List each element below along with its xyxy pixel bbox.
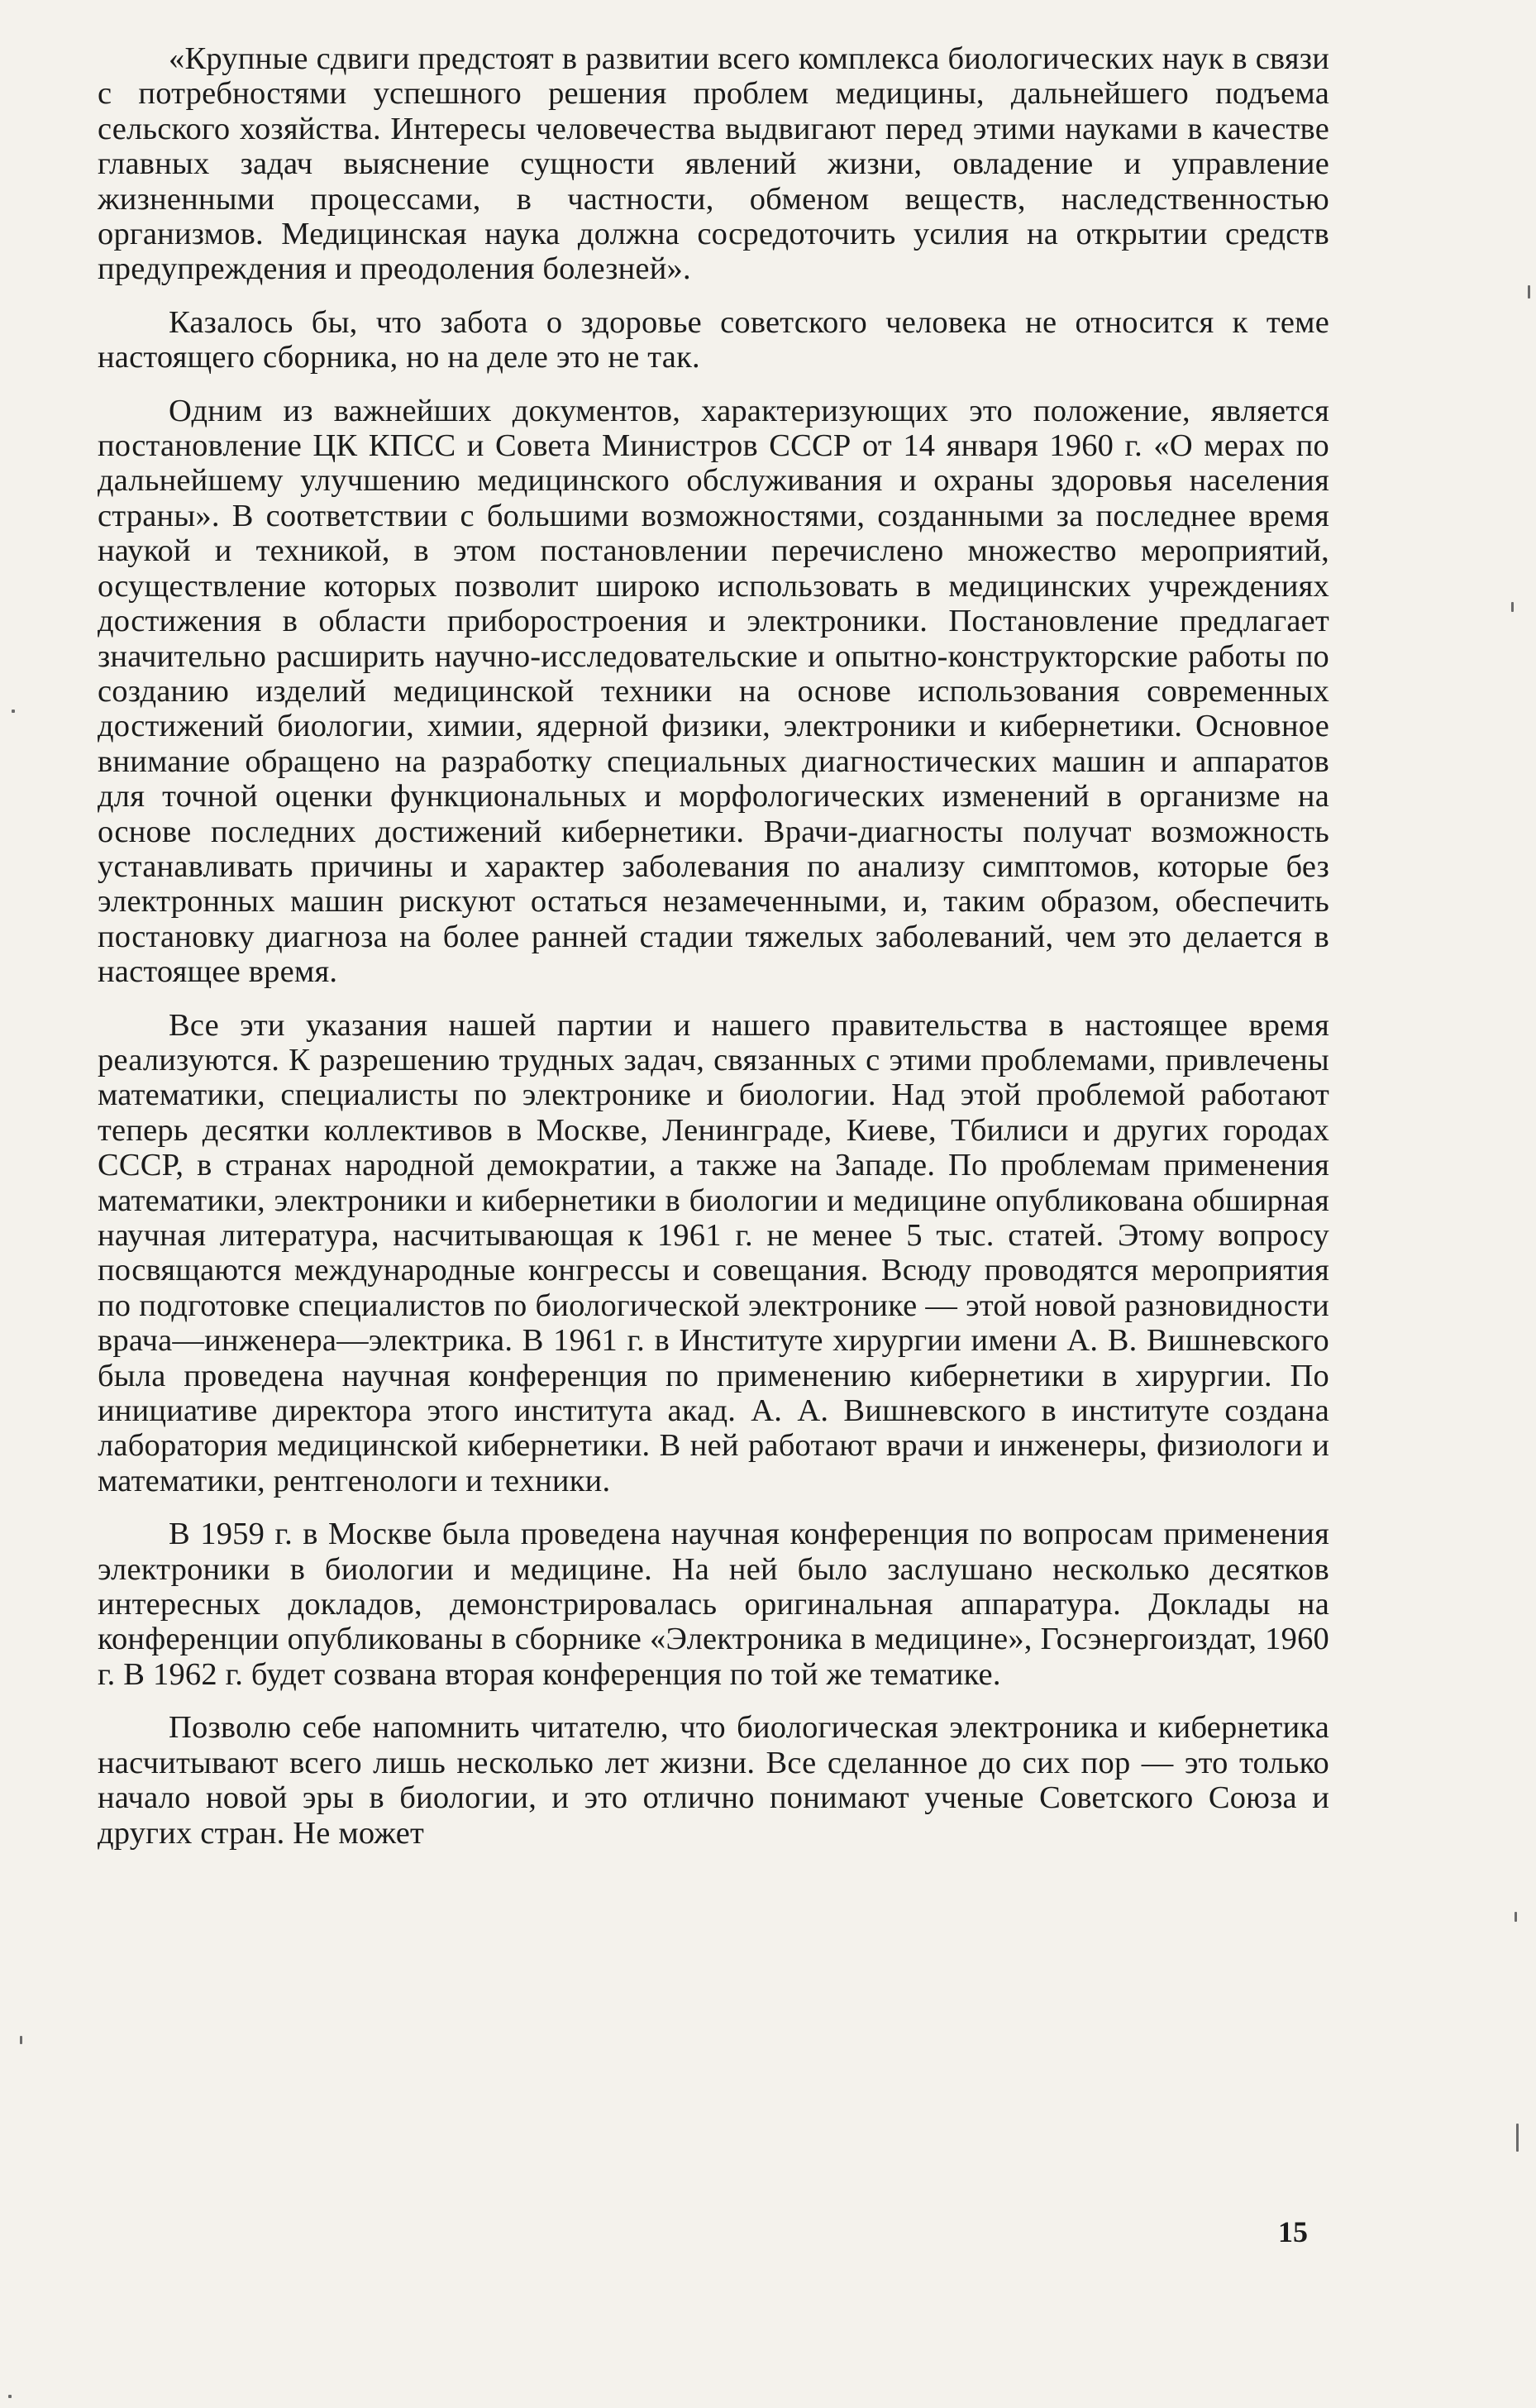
scan-speck xyxy=(1528,285,1530,299)
page-text-block xyxy=(98,41,1329,1869)
scan-speck xyxy=(20,2036,22,2044)
paragraph-1: «Крупные сдвиги предстоят в развитии всего комплекса биологических наук в связи с потребностями успешного решения проблем медицины, дальнейшего подъема сельского хозяйства. Интересы человечества выдвигают перед этими науками в качестве главных задач выяснение сущности явлений жизни, овладение и управление жизненными процессами, в частности, обменом веществ, наследственностью организмов. Медицинская наука должна сосредоточить усилия на открытии средств предупреждения и преодоления болезней». xyxy=(98,41,1329,287)
scan-speck xyxy=(1511,602,1514,612)
page-number: 15 xyxy=(1278,2215,1308,2248)
paragraph-6: Позволю себе напомнить читателю, что биологическая электроника и кибернетика насчитывают всего лишь несколько лет жизни. Все сделанное до сих пор — это только начало новой эры в биологии, и это отлично понимают ученые Советского Союза и других стран. Не может xyxy=(98,1710,1329,1851)
paragraph-3: Одним из важнейших документов, характеризующих это положение, является постановление ЦК КПСС и Совета Министров СССР от 14 января 1960 г. «О мерах по дальнейшему улучшению медицинского обслуживания и охраны здоровья населения страны». В соответствии с большими возможностями, созданными за последнее время наукой и техникой, в этом постановлении перечислено множество мероприятий, осуществление которых позволит широко использовать в медицинских учреждениях достижения в области приборостроения и электроники. Постановление предлагает значительно расширить научно-исследовательские и опытно-конструкторские работы по созданию изделий медицинской техники на основе использования современных достижений биологии, химии, ядерной физики, электроники и кибернетики. Основное внимание обращено на разработку специальных диагностических машин и аппаратов для точной оценки функциональных и морфологических изменений в организме на основе последних достижений кибернетики. Врачи-диагносты получат возможность устанавливать причины и характер заболевания по анализу симптомов, которые без электронных машин рискуют остаться незамеченными, и, таким образом, обеспечить постановку диагноза на более ранней стадии тяжелых заболеваний, чем это делается в настоящее время. xyxy=(98,393,1329,990)
scan-speck xyxy=(12,710,15,713)
paragraph-2: Казалось бы, что забота о здоровье советского человека не относится к теме настоящего сборника, но на деле это не так. xyxy=(98,304,1329,375)
scan-speck xyxy=(1516,2124,1519,2152)
paragraph-5: В 1959 г. в Москве была проведена научная конференция по вопросам применения электроники в биологии и медицине. На ней было заслушано несколько десятков интересных докладов, демонстрировалась оригинальная аппаратура. Доклады на конференции опубликованы в сборнике «Электроника в медицине», Госэнергоиздат, 1960 г. В 1962 г. будет созвана вторая конференция по той же тематике. xyxy=(98,1517,1329,1692)
paragraph-4: Все эти указания нашей партии и нашего правительства в настоящее время реализуются. К разрешению трудных задач, связанных с этими проблемами, привлечены математики, специалисты по электронике и биологии. Над этой проблемой работают теперь десятки коллективов в Москве, Ленинграде, Киеве, Тбилиси и других городах СССР, в странах народной демократии, а также на Западе. По проблемам применения математики, электроники и кибернетики в биологии и медицине опубликована обширная научная литература, насчитывающая к 1961 г. не менее 5 тыс. статей. Этому вопросу посвящаются международные конгрессы и совещания. Всюду проводятся мероприятия по подготовке специалистов по биологической электронике — этой новой разновидности врача—инженера—электрика. В 1961 г. в Институте хирургии имени А. В. Вишневского была проведена научная конференция по применению кибернетики в хирургии. По инициативе директора этого института акад. А. А. Вишневского в институте создана лаборатория медицинской кибернетики. В ней работают врачи и инженеры, физиологи и математики, рентгенологи и техники. xyxy=(98,1007,1329,1498)
scan-speck xyxy=(8,2395,12,2398)
scan-speck xyxy=(1515,1912,1517,1922)
